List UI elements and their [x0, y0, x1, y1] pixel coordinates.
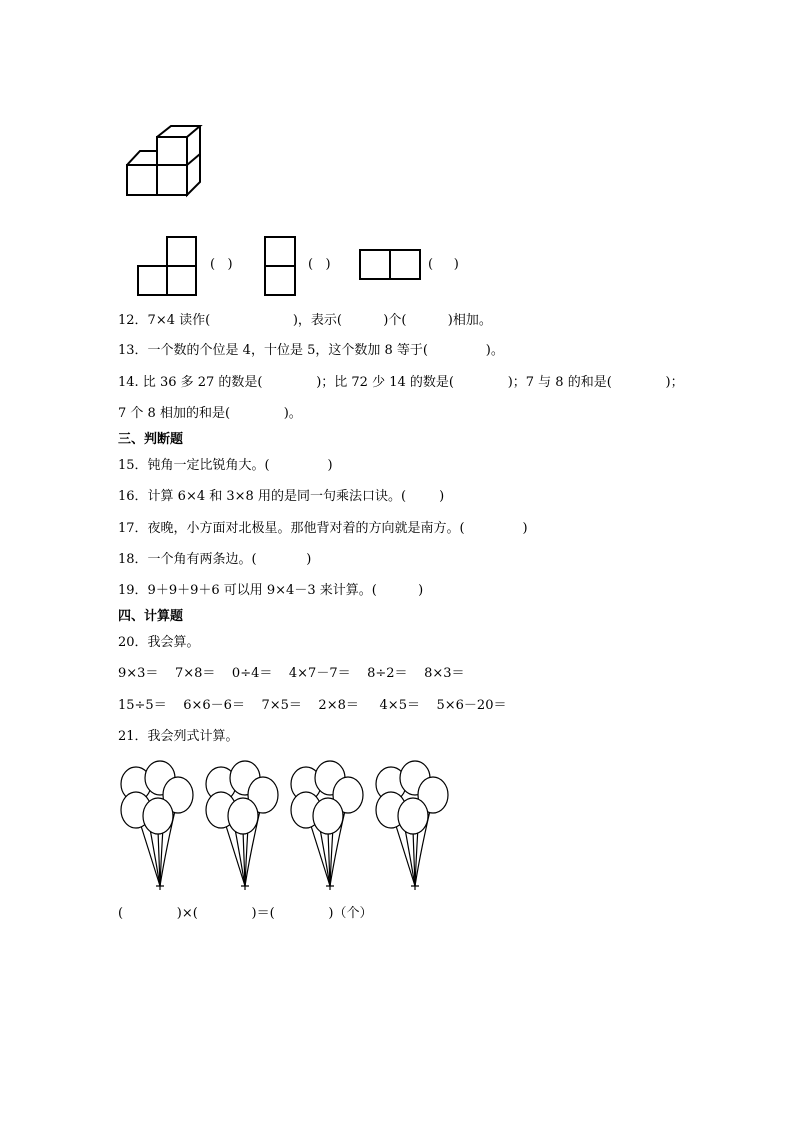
- question-18: 18．一个角有两条边。( ): [118, 552, 312, 567]
- question-17: 17．夜晚，小方面对北极星。那他背对着的方向就是南方。( ): [118, 521, 528, 536]
- question-13: 13．一个数的个位是 4，十位是 5，这个数加 8 等于( )。: [118, 343, 504, 358]
- view-paren-1: ( ): [210, 257, 233, 272]
- section-heading-judgement: 三、判断题: [118, 432, 184, 447]
- question-16: 16．计算 6×4 和 3×8 用的是同一句乘法口诀。( ): [118, 489, 445, 504]
- question-14-line1: 14. 比 36 多 27 的数是( )；比 72 少 14 的数是( )；7 与 8 的和是( )；: [118, 375, 684, 390]
- cube-stack-figure: [120, 118, 220, 208]
- view-paren-2: ( ): [308, 257, 331, 272]
- section-heading-calculation: 四、计算题: [118, 609, 184, 624]
- balloon-bunch-4: [373, 758, 453, 893]
- view-shape-3: [358, 248, 422, 282]
- question-14-line2: 7 个 8 相加的和是( )。: [118, 406, 302, 421]
- question-12: 12．7×4 读作( )，表示( )个( )相加。: [118, 313, 492, 328]
- balloon-bunch-2: [203, 758, 283, 893]
- view-paren-3: ( ): [428, 257, 459, 272]
- balloon-bunch-3: [288, 758, 368, 893]
- balloon-bunch-1: [118, 758, 198, 893]
- question-20: 20．我会算。: [118, 635, 200, 650]
- question-19: 19．9＋9＋9＋6 可以用 9×4－3 来计算。( ): [118, 583, 424, 598]
- question-15: 15．钝角一定比锐角大。( ): [118, 458, 333, 473]
- calc-row-2: 15÷5＝ 6×6－6＝ 7×5＝ 2×8＝ 4×5＝ 5×6－20＝: [118, 698, 507, 713]
- question-21: 21．我会列式计算。: [118, 729, 239, 744]
- calc-row-1: 9×3＝ 7×8＝ 0÷4＝ 4×7－7＝ 8÷2＝ 8×3＝: [118, 666, 465, 681]
- view-shape-2: [262, 235, 298, 299]
- view-shape-1: [136, 235, 200, 299]
- answer-line-21: ( )×( )＝( )（个）: [118, 906, 373, 921]
